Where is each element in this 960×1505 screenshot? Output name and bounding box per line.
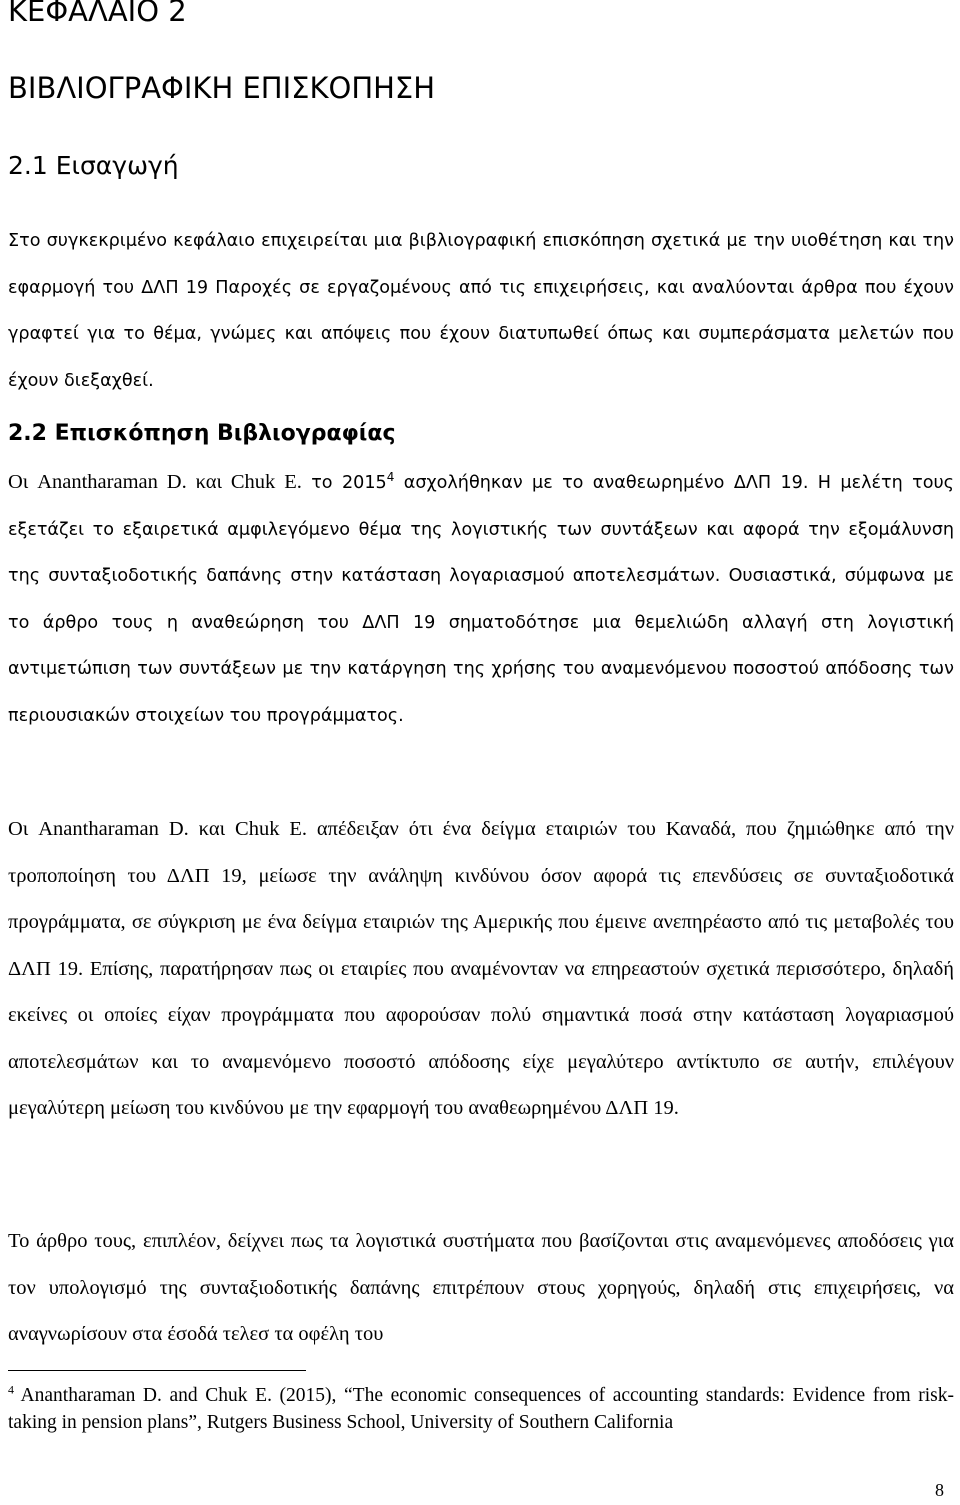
section-1-text: Στο συγκεκριμένο κεφάλαιο επιχειρείται μια βιβλιογραφική επισκόπηση σχετικά με την υιοθέτηση και την εφαρμογή του ΔΛΠ 19 Παροχές σε εργαζομένους από τις επιχειρήσεις, και αναλύονται άρθρα που έχουν γραφτεί για το θέμα, γνώμες και απόψεις που έχουν διατυπωθεί όπως και συμπεράσματα μελετών που έχουν διεξαχθεί. <box>8 231 954 391</box>
authors-citation: Οι Anantharaman D. και Chuk E. <box>8 471 302 493</box>
para-2-text: Οι Anantharaman D. και Chuk E. απέδειξαν ότι ένα δείγμα εταιριών του Καναδά, που ζημιώθηκε από την τροποποίηση του ΔΛΠ 19, μείωσε την ανάληψη κινδύνου όσον αφορά τις επενδύσεις σε συνταξιοδοτικά προγράμματα, σε σύγκριση με ένα δείγμα εταιριών της Αμερικής που έμεινε ανεπηρέαστο από τις μεταβολές του ΔΛΠ 19. Επίσης, παρατήρησαν πως οι εταιρίες που αναμένονταν να επηρεαστούν σχετικά περισσότερο, δηλαδή εκείνες οι οποίες είχαν προγράμματα που αφορούσαν πολύ σημαντικά ποσά στην κατάσταση λογαριασμού αποτελεσμάτων και το αναμενόμενο ποσοστό απόδοσης είχε μεγαλύτερο αντίκτυπο σε αυτήν, επιλέγουν μεγαλύτερη μείωση του κινδύνου με την εφαρμογή του αναθεωρημένου ΔΛΠ 19. <box>8 818 954 1119</box>
chapter-heading: ΚΕΦΑΛΑΙΟ 2 <box>8 0 187 28</box>
page-number: 8 <box>935 1480 944 1500</box>
para-1-text-b: Η μελέτη τους εξετάζει το εξαιρετικά αμφιλεγόμενο θέμα της λογιστικής των συντάξεων και αφορά την εξομάλυνση της συνταξιοδοτικής δαπάνης στην κατάσταση λογαριασμού αποτελεσμάτων. Ουσιαστικά, σύμφωνα με το άρθρο τους η αναθεώρηση του <box>8 473 954 633</box>
footnote-text: Anantharaman D. and Chuk E. (2015), “The economic consequences of accounting standards: Evidence from risk-taking in pension plans”, Rutgers Business School, University of Southern California <box>8 1385 954 1433</box>
section-1-paragraph <box>8 218 954 404</box>
standard-reference-2: ΔΛΠ 19 <box>362 612 436 633</box>
review-paragraph-1 <box>8 459 954 739</box>
footnote-separator <box>8 1370 306 1371</box>
chapter-title: ΒΙΒΛΙΟΓΡΑΦΙΚΗ ΕΠΙΣΚΟΠΗΣΗ <box>8 71 436 105</box>
citation-year: 2015 <box>341 473 387 493</box>
review-paragraph-2 <box>8 806 954 1132</box>
para-1-text-a: ασχολήθηκαν με το αναθεωρημένο <box>394 473 734 493</box>
footnote-reference: 4 <box>386 470 395 485</box>
para-3-text: Το άρθρο τους, επιπλέον, δείχνει πως τα λογιστικά συστήματα που βασίζονται στις αναμενόμενες αποδόσεις για τον υπολογισμό της συνταξιοδοτικής δαπάνης επιτρέπουν στους χορηγούς, δηλαδή στις επιχειρήσεις, να αναγνωρίσουν στα έσοδά τελεσ τα οφέλη του <box>8 1230 954 1345</box>
para-1-pre-year: το <box>301 473 342 493</box>
section-1-heading: 2.1 Εισαγωγή <box>8 151 179 180</box>
footnote-number: 4 <box>8 1382 14 1397</box>
footnote <box>8 1383 954 1436</box>
review-paragraph-3 <box>8 1218 954 1358</box>
standard-reference: ΔΛΠ 19. <box>733 473 809 493</box>
section-2-heading: 2.2 Επισκόπηση Βιβλιογραφίας <box>8 421 396 446</box>
para-1-text-c: σηματοδότησε μια θεμελιώδη αλλαγή στη λογιστική αντιμετώπιση των συντάξεων με την κατάργηση της χρήσης του αναμενόμενου ποσοστού απόδοσης των περιουσιακών στοιχείων του προγράμματος. <box>8 612 955 726</box>
